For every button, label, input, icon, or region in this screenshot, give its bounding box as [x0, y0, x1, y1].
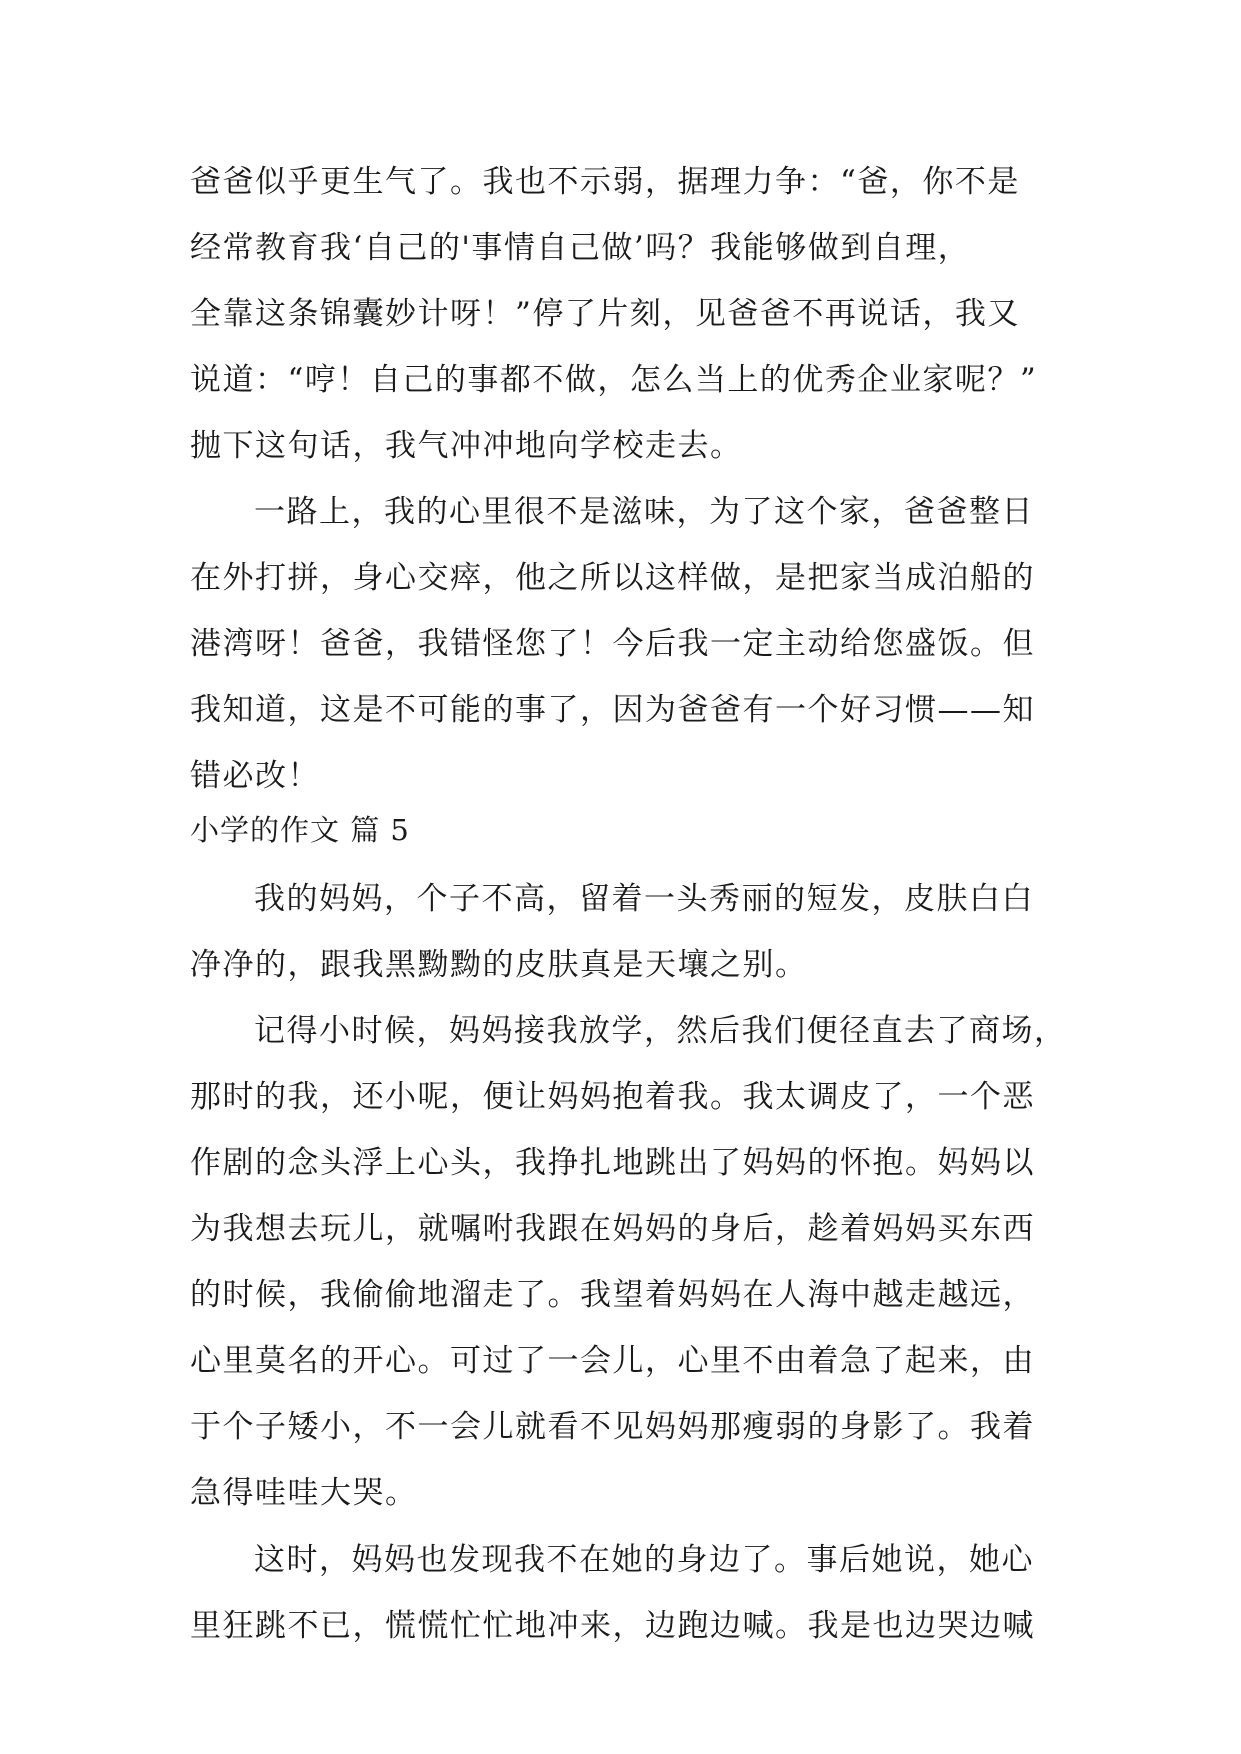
text-line: 经常教育我‘自己的'事情自己做’吗？我能够做到自理，	[190, 230, 971, 266]
text-line: 的时候，我偷偷地溜走了。我望着妈妈在人海中越走越远，	[190, 1277, 1035, 1313]
text-line: 爸爸似乎更生气了。我也不示弱，据理力争：“爸，你不是	[190, 164, 1020, 200]
paragraph	[190, 479, 1070, 809]
text-line: 我知道，这是不可能的事了，因为爸爸有一个好习惯——知	[190, 692, 1035, 728]
text-line: 一路上，我的心里很不是滋味，为了这个家，爸爸整日	[254, 494, 1034, 530]
text-line: 为我想去玩儿，就嘱咐我跟在妈妈的身后，趁着妈妈买东西	[190, 1211, 1035, 1247]
paragraph	[190, 866, 1070, 998]
text-line: 急得哇哇大哭。	[190, 1475, 418, 1511]
text-line: 心里莫名的开心。可过了一会儿，心里不由着急了起来，由	[190, 1343, 1035, 1379]
section-heading	[190, 797, 1070, 863]
text-line: 里狂跳不已，慌慌忙忙地冲来，边跑边喊。我是也边哭边喊	[190, 1608, 1035, 1644]
text-line: 我的妈妈，个子不高，留着一头秀丽的短发，皮肤白白	[254, 881, 1034, 917]
text-line: 在外打拼，身心交瘁，他之所以这样做，是把家当成泊船的	[190, 560, 1035, 596]
text-line: 作剧的念头浮上心头，我挣扎地跳出了妈妈的怀抱。妈妈以	[190, 1145, 1035, 1181]
text-line: 这时，妈妈也发现我不在她的身边了。事后她说，她心	[254, 1542, 1034, 1578]
paragraph-continuation	[190, 149, 1070, 479]
paragraph	[190, 998, 1070, 1526]
text-line: 净净的，跟我黑黝黝的皮肤真是天壤之别。	[190, 947, 808, 983]
text-line: 错必改！	[190, 758, 320, 794]
text-line: 于个子矮小，不一会儿就看不见妈妈那瘦弱的身影了。我着	[190, 1409, 1035, 1445]
text-line: 说道：“哼！自己的事都不做，怎么当上的优秀企业家呢？”	[190, 362, 1038, 398]
text-line: 港湾呀！爸爸，我错怪您了！今后我一定主动给您盛饭。但	[190, 626, 1035, 662]
section-title: 小学的作文 篇 5	[190, 813, 410, 847]
text-line: 那时的我，还小呢，便让妈妈抱着我。我太调皮了，一个恶	[190, 1079, 1035, 1115]
paragraph	[190, 1527, 1070, 1659]
text-line: 抛下这句话，我气冲冲地向学校走去。	[190, 428, 743, 464]
text-line: 全靠这条锦囊妙计呀！”停了片刻，见爸爸不再说话，我又	[190, 296, 1020, 332]
text-line: 记得小时候，妈妈接我放学，然后我们便径直去了商场，	[254, 1013, 1067, 1049]
